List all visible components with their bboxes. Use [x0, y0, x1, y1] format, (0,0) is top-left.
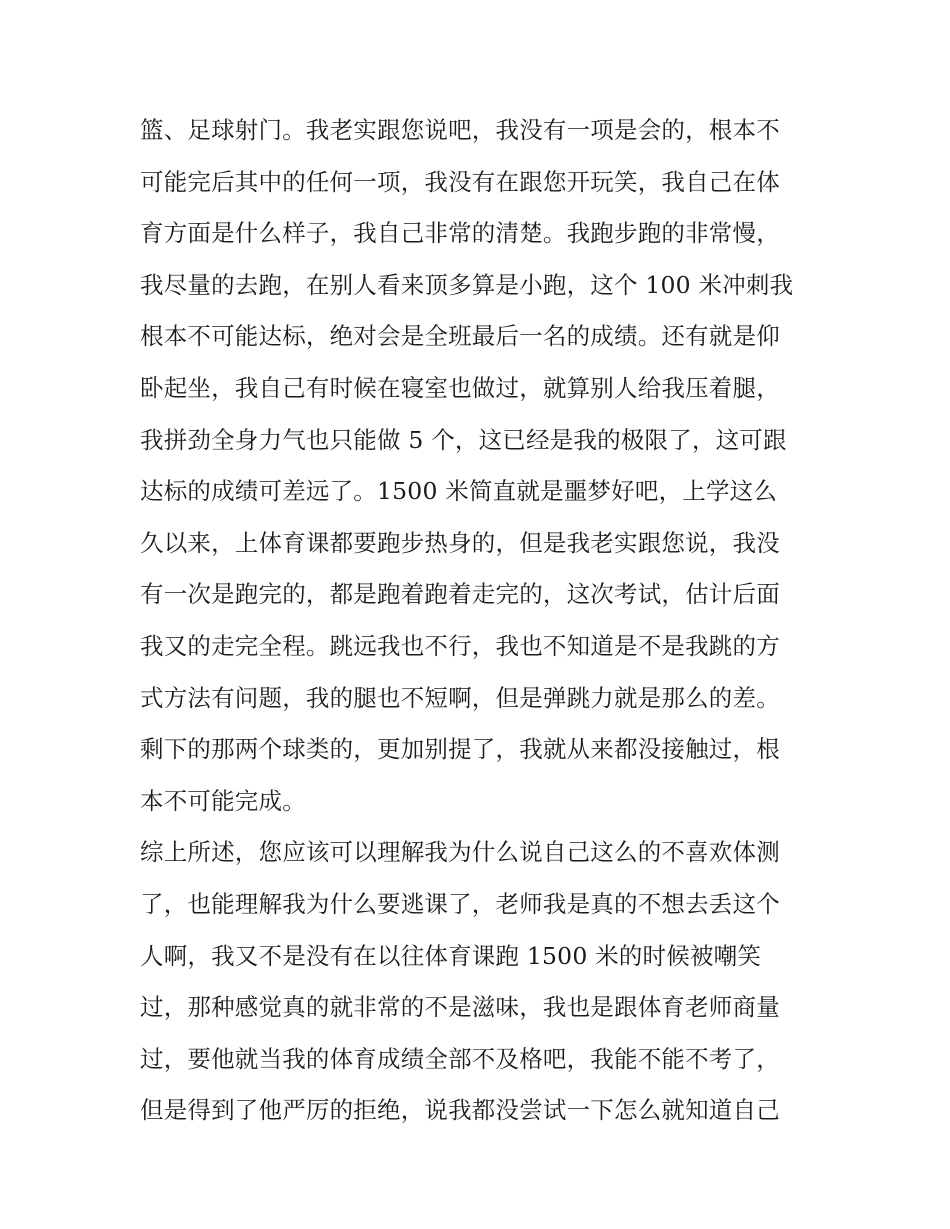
text-line: 我尽量的去跑，在别人看来顶多算是小跑，这个 100 米冲刺我: [140, 270, 794, 299]
text-line: 达标的成绩可差远了。1500 米简直就是噩梦好吧，上学这么: [140, 477, 778, 506]
text-line: 我又的走完全程。跳远我也不行，我也不知道是不是我跳的方: [140, 631, 780, 660]
text-line: 过，那种感觉真的就非常的不是滋味，我也是跟体育老师商量: [140, 993, 780, 1022]
text-line: 但是得到了他严厉的拒绝，说我都没尝试一下怎么就知道自己: [140, 1096, 780, 1125]
text-line: 可能完后其中的任何一项，我没有在跟您开玩笑，我自己在体: [140, 167, 780, 196]
text-line: 我拼劲全身力气也只能做 5 个，这已经是我的极限了，这可跟: [140, 425, 787, 454]
text-line: 本不可能完成。: [140, 786, 306, 815]
text-line: 综上所述，您应该可以理解我为什么说自己这么的不喜欢体测: [140, 838, 780, 867]
text-line: 有一次是跑完的，都是跑着跑着走完的，这次考试，估计后面: [140, 580, 780, 609]
text-line: 剩下的那两个球类的，更加别提了，我就从来都没接触过，根: [140, 735, 780, 764]
text-line: 篮、足球射门。我老实跟您说吧，我没有一项是会的，根本不: [140, 116, 780, 144]
text-line: 久以来，上体育课都要跑步热身的，但是我老实跟您说，我没: [140, 528, 780, 557]
text-line: 了，也能理解我为什么要逃课了，老师我是真的不想去丢这个: [140, 889, 780, 918]
text-line: 根本不可能达标，绝对会是全班最后一名的成绩。还有就是仰: [140, 322, 780, 351]
text-line: 式方法有问题，我的腿也不短啊，但是弹跳力就是那么的差。: [140, 683, 780, 712]
text-line: 育方面是什么样子，我自己非常的清楚。我跑步跑的非常慢，: [140, 219, 780, 248]
text-line: 卧起坐，我自己有时候在寝室也做过，就算别人给我压着腿，: [140, 373, 780, 402]
text-line: 过，要他就当我的体育成绩全部不及格吧，我能不能不考了，: [140, 1044, 780, 1073]
document-body: [140, 107, 820, 1139]
text-line: 人啊，我又不是没有在以往体育课跑 1500 米的时候被嘲笑: [140, 941, 762, 970]
